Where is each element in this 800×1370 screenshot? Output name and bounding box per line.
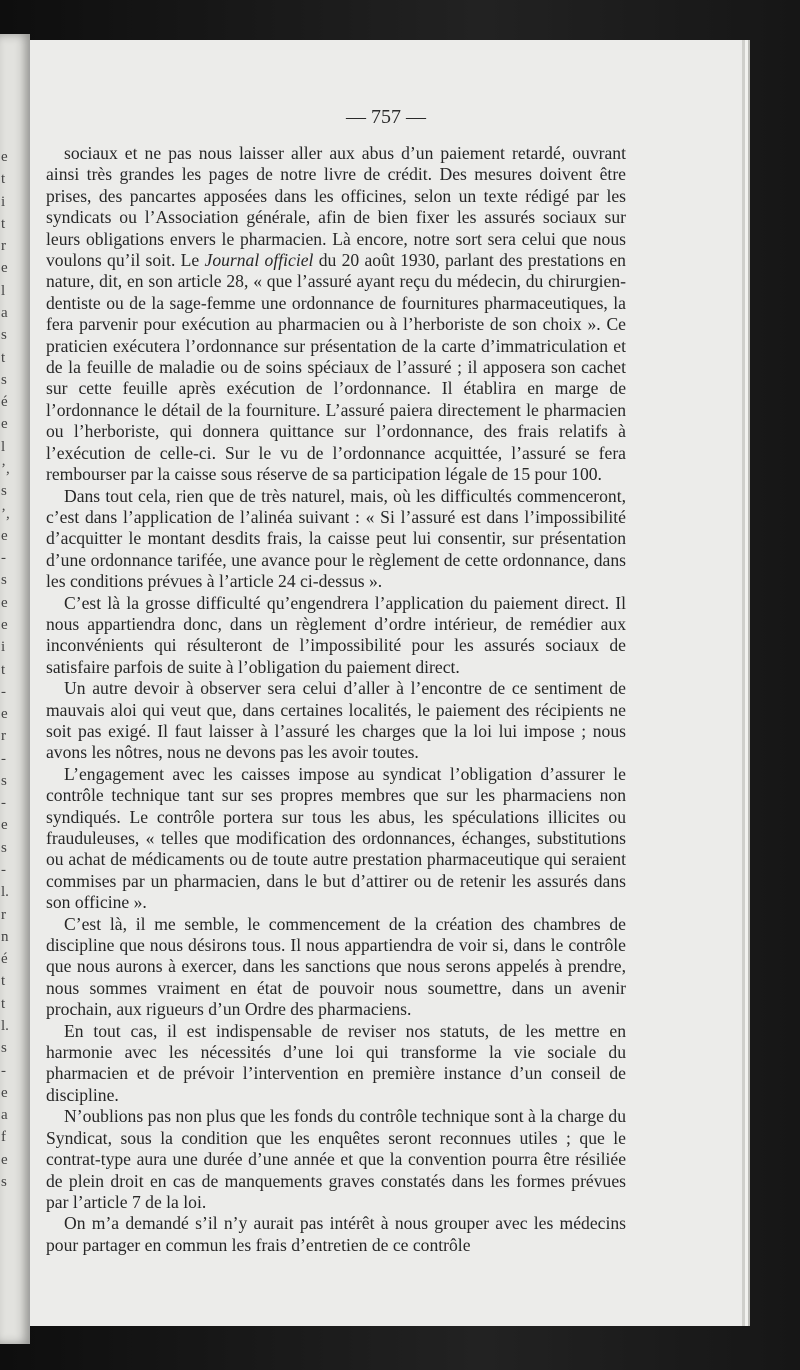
facing-page-fragment: s	[1, 483, 7, 500]
facing-page-fragment: e	[1, 1084, 8, 1101]
facing-page-fragment: r	[1, 728, 6, 745]
facing-page-fragment: l	[1, 438, 6, 455]
facing-page-fragment: s	[1, 839, 7, 856]
facing-page-fragment: t	[1, 349, 6, 366]
facing-page-fragment: r	[1, 238, 6, 255]
paragraph	[46, 914, 626, 1021]
italic-title: Journal officiel	[204, 250, 314, 271]
text-run: L’engagement avec les caisses impose au syndicat l’obligation d’assurer le contrôle technique tant sur ses propres membres que sur les pharmaciens non syndiqués. Le contrôle portera sur tous les abus, les spéculations illicites ou frauduleuses, « telles que modification des ordonnances, échanges, substitutions ou achat de médicaments ou de toute autre prestation pharmaceutique qui seraient commises par un pharmacien, dans le but d’attirer ou de retenir les assurés dans son officine ».	[46, 763, 626, 913]
previous-page-edge	[0, 34, 30, 1344]
facing-page-fragment: é	[1, 951, 8, 968]
text-run: du 20 août 1930, parlant des prestations en nature, dit, en son article 28, « que l’assuré ayant reçu du médecin, du chirurgien-dentiste ou de la sage-femme une ordonnance de fournitures pharmaceutiques, la fera parvenir pour exécution au pharmacien ou à l’herboriste de son choix ». Ce praticien exécutera l’ordonnance sur présentation de la carte d’immatriculation et de la feuille de maladie ou de soins spéciaux de l’assuré ; il apposera son cachet sur cette feuille après exécution de l’ordonnance. Il établira en marge de l’ordonnance le détail de la fourniture. L’assuré paiera directement le pharmacien ou l’herboriste, qui donnera quittance sur l’ordonnance, des frais relatifs à l’exécution de celle-ci. Sur le vu de l’ordonnance acquittée, l’assuré se fera rembourser par la caisse sous réserve de sa participation légale de 15 pour 100.	[46, 250, 626, 485]
paragraph	[46, 764, 626, 914]
facing-page-fragment: e	[1, 1151, 8, 1168]
facing-page-fragment: e	[1, 594, 8, 611]
facing-page-fragment: s	[1, 1040, 7, 1057]
facing-page-fragment: -	[1, 795, 6, 812]
facing-page-fragment: ’,	[1, 505, 10, 522]
facing-page-fragment: -	[1, 550, 6, 567]
facing-page-fragment: s	[1, 371, 7, 388]
facing-page-fragment: e	[1, 149, 8, 165]
text-run: Dans tout cela, rien que de très naturel, mais, où les difficultés commenceront, c’est dans l’application de l’alinéa suivant : « Si l’assuré est dans l’impossibilité d’acquitter le montant desdits frais, la caisse peut lui consentir, sur présentation d’une ordonnance tarifée, une avance pour le règlement de cette ordonnance, dans les conditions prévues à l’article 24 ci-dessus ».	[46, 485, 626, 592]
paragraph	[46, 1021, 626, 1107]
text-run: En tout cas, il est indispensable de reviser nos statuts, de les mettre en harmonie avec les nécessités d’une loi qui transforme la vie sociale du pharmacien et de prévoir l’intervention en première instance d’un conseil de discipline.	[46, 1020, 626, 1105]
facing-page-fragment: f	[1, 1129, 6, 1146]
paragraph	[46, 678, 626, 764]
text-run: Un autre devoir à observer sera celui d’aller à l’encontre de ce sentiment de mauvais aloi qui veut que, dans certaines localités, le paiement des récipients ne soit pas exigé. Il faut laisser à l’assuré les charges que la loi lui impose ; nous avons les nôtres, nous ne devons pas les avoir toutes.	[46, 678, 626, 763]
text-run: C’est là, il me semble, le commencement de la création des chambres de discipline que nous désirons tous. Il nous appartiendra de voir si, dans le contrôle que nous aurons à exercer, dans les sanctions que nous serons appelés à prendre, nous sommes vraiment en état de pouvoir nous soumettre, dans un avenir prochain, aux rigueurs d’un Ordre des pharmaciens.	[46, 913, 626, 1020]
text-run: On m’a demandé s’il n’y aurait pas intérêt à nous grouper avec les médecins pour partager en commun les frais d’entretien de ce contrôle	[46, 1213, 626, 1255]
text-run: N’oublions pas non plus que les fonds du contrôle technique sont à la charge du Syndicat, sous la condition que les enquêtes seront reconnues utiles ; que le contrat-type aura une durée d’une année et que la convention pourra être résiliée de plein droit en cas de manquements graves constatés dans les formes prévues par l’article 7 de la loi.	[46, 1106, 626, 1212]
text-run: sociaux et ne pas nous laisser aller aux abus d’un paiement retardé, ouvrant ainsi très grandes les pages de notre livre de crédit. Des mesures doivent être prises, des pancartes apposées dans les officines, selon un texte rédigé par les syndicats ou l’Association générale, afin de bien fixer les assurés sociaux sur leurs obligations envers le pharmacien. Là encore, notre sort sera celui que nous voulons qu’il soit. Le	[46, 143, 626, 271]
facing-page-fragment: a	[1, 1107, 8, 1124]
facing-page-fragment: -	[1, 683, 6, 700]
paragraph	[46, 1106, 626, 1213]
page-number: — 757 —	[346, 106, 426, 128]
facing-page-fragment: t	[1, 215, 6, 232]
facing-page-fragment: e	[1, 706, 8, 723]
facing-page-fragment: e	[1, 817, 8, 834]
facing-page-fragment: n	[1, 928, 9, 945]
facing-page-fragment: é	[1, 394, 8, 411]
facing-page-fragment: e	[1, 260, 8, 277]
facing-page-fragment: s	[1, 772, 7, 789]
body-text	[46, 143, 626, 1256]
facing-page-fragment: -	[1, 1062, 6, 1079]
paragraph	[46, 486, 626, 593]
facing-page-fragment: t	[1, 973, 6, 990]
page	[30, 40, 742, 1326]
facing-page-fragment: r	[1, 906, 6, 923]
facing-page-fragment: -	[1, 862, 6, 879]
facing-page-fragment: i	[1, 639, 6, 656]
paragraph	[46, 593, 626, 679]
facing-page-fragment: e	[1, 616, 8, 633]
facing-page-fragment: s	[1, 327, 7, 344]
facing-page-fragment: l.	[1, 1018, 9, 1035]
facing-page-fragment: a	[1, 304, 8, 321]
facing-page-fragment: e	[1, 527, 8, 544]
facing-page-fragment: l	[1, 282, 6, 299]
facing-page-fragment: ’,	[1, 460, 10, 477]
facing-page-fragment: t	[1, 661, 6, 678]
facing-page-fragment: i	[1, 193, 6, 210]
facing-page-fragment: -	[1, 750, 6, 767]
facing-page-fragment: t	[1, 171, 6, 188]
facing-page-fragment: t	[1, 995, 6, 1012]
facing-page-fragment: s	[1, 572, 7, 589]
facing-page-fragment: e	[1, 416, 8, 433]
facing-page-fragment: s	[1, 1174, 7, 1190]
paragraph	[46, 1213, 626, 1256]
paragraph	[46, 143, 626, 486]
text-run: C’est là la grosse difficulté qu’engendrera l’application du paiement direct. Il nous appartiendra donc, dans un règlement d’ordre intérieur, de remédier aux inconvénients qui résulteront de l’impossibilité pour les assurés sociaux de satisfaire parfois de suite à l’obligation du paiement direct.	[46, 592, 626, 677]
facing-page-fragment: l.	[1, 884, 9, 901]
